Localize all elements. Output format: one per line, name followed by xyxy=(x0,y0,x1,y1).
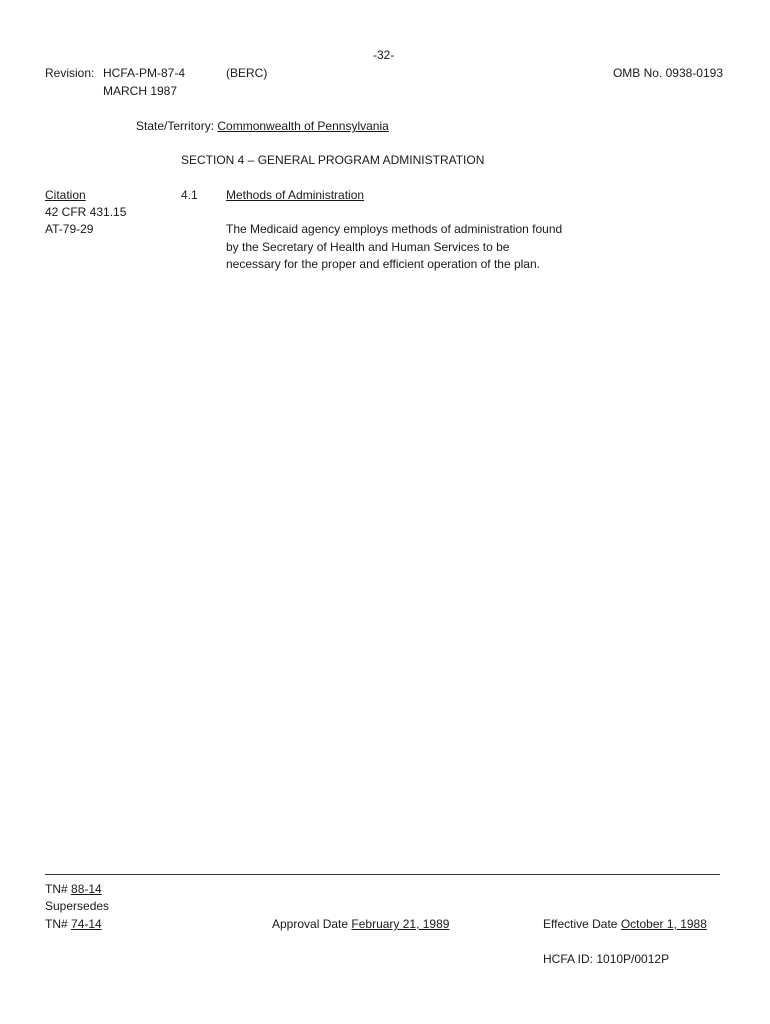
approval-label: Approval Date xyxy=(272,917,349,931)
revision-label: Revision: xyxy=(45,66,95,80)
tn-superseded xyxy=(45,916,102,933)
item-number: 4.1 xyxy=(181,188,198,202)
state-label: State/Territory: xyxy=(136,119,215,133)
citation-heading: Citation xyxy=(45,188,86,202)
item-body: The Medicaid agency employs methods of administration found by the Secretary of Health and Human Services to be necessary for the proper and efficient operation of the plan. xyxy=(226,222,563,272)
citation-line: 42 CFR 431.15 xyxy=(45,205,127,219)
approval-value: February 21, 1989 xyxy=(351,917,450,931)
effective-date xyxy=(543,916,707,933)
approval-date xyxy=(272,916,449,933)
citation-line: AT-79-29 xyxy=(45,222,94,236)
revision-date: MARCH 1987 xyxy=(103,84,178,98)
item-title: Methods of Administration xyxy=(226,188,365,202)
effective-value: October 1, 1988 xyxy=(620,917,707,931)
supersedes-label: Supersedes xyxy=(45,899,110,913)
tn2-value: 74-14 xyxy=(71,917,102,931)
tn-label: TN# xyxy=(45,882,68,896)
tn-number xyxy=(45,881,102,898)
state-territory xyxy=(136,118,389,135)
page-number: -32- xyxy=(373,48,395,62)
state-value: Commonwealth of Pennsylvania xyxy=(217,119,389,133)
berc-label: (BERC) xyxy=(226,66,268,80)
effective-label: Effective Date xyxy=(543,917,618,931)
revision-code: HCFA-PM-87-4 xyxy=(103,66,186,80)
omb-number: OMB No. 0938-0193 xyxy=(612,66,723,80)
footer-rule xyxy=(45,874,720,875)
hcfa-id: HCFA ID: 1010P/0012P xyxy=(543,952,670,966)
tn2-label: TN# xyxy=(45,917,68,931)
tn-value: 88-14 xyxy=(71,882,102,896)
section-title: SECTION 4 – GENERAL PROGRAM ADMINISTRATION xyxy=(181,153,485,167)
